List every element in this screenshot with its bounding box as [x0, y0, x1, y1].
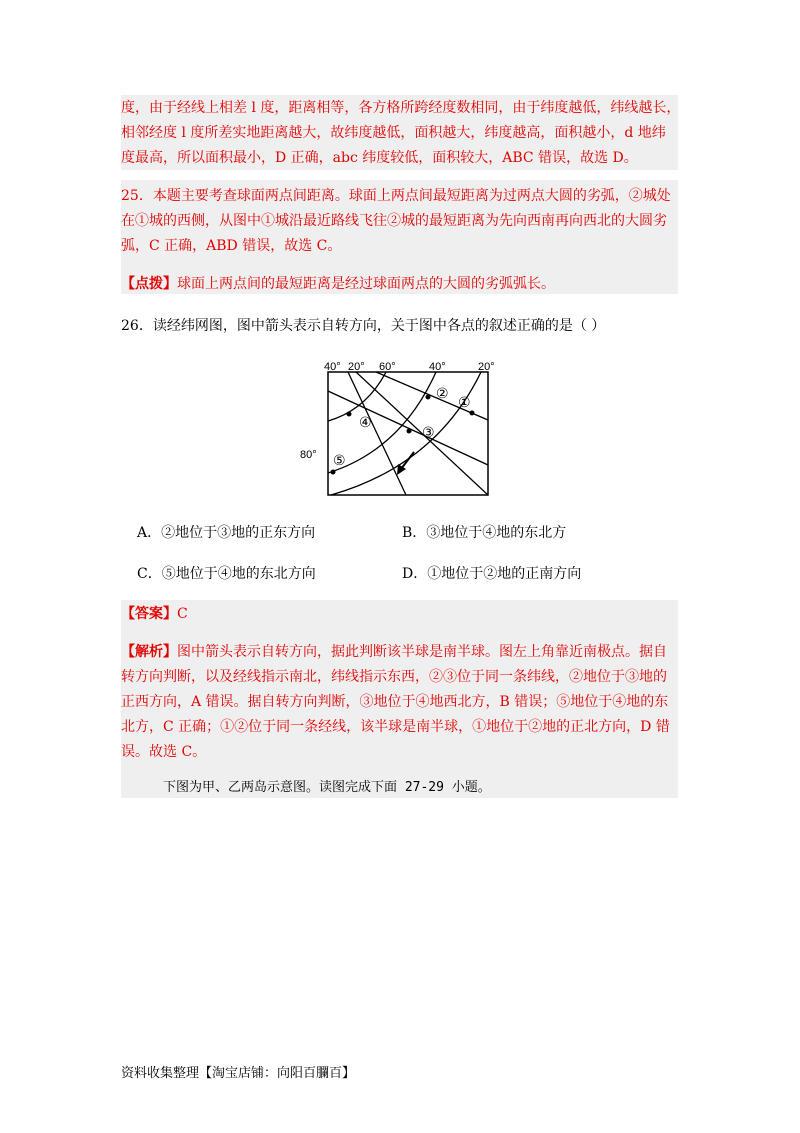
point-1-label: ① [458, 395, 471, 411]
answer25-line-2: 在①城的西侧，从图中①城沿最近路线飞往②城的最短距离为先向西南再向西北的大圆劣 [121, 213, 667, 229]
answer25-line-3: 弧，C 正确，ABD 错误，故选 C。 [121, 238, 342, 254]
point-5-label: ⑤ [333, 453, 346, 469]
option-b[interactable]: B．③地位于④地的东北方 [402, 525, 567, 541]
analysis-line-3: 正西方向，A 错误。据自转方向判断，③地位于④地西北方，B 错误；⑤地位于④地的东 [121, 694, 669, 710]
point-4-label: ④ [359, 415, 372, 431]
top-label-2: 20° [348, 361, 365, 373]
answer-tag: 【答案】 [121, 606, 177, 622]
latitude-arc-3 [331, 372, 481, 495]
answer24-line-3: 度最高，所以面积最小，D 正确，abc 纬度较低，面积较大，ABC 错误，故选 D。 [121, 150, 638, 166]
top-label-4: 40° [429, 361, 446, 373]
answer-value: C [177, 606, 188, 622]
point-3-label: ③ [422, 425, 435, 441]
answer24-line-2: 相邻经度 l 度所差实地距离越大，故纬度越低，面积越大，纬度越高，面积越小，d 地纬 [121, 125, 666, 141]
answer25-tip [121, 274, 555, 294]
point-4-dot [347, 412, 352, 417]
option-c[interactable]: C．⑤地位于④地的东北方向 [137, 566, 316, 582]
meridian-1 [348, 372, 406, 495]
top-label-3: 60° [379, 361, 396, 373]
option-a[interactable]: A．②地位于③地的正东方向 [137, 525, 316, 541]
left-label-80: 80° [300, 449, 317, 461]
map-frame [328, 372, 488, 495]
answer24-line-1: 度，由于经线上相差 l 度，距离相等，各方格所跨经度数相同，由于纬度越低，纬线越长， [121, 100, 681, 116]
question26-stem: 26．读经纬网图，图中箭头表示自转方向，关于图中各点的叙述正确的是（ ） [121, 318, 606, 334]
answer25-line-1: 25．本题主要考查球面两点间距离。球面上两点间最短距离为过两点大圆的劣弧，②城处 [121, 188, 671, 204]
point-2-label: ② [436, 386, 449, 402]
tip-text: 球面上两点间的最短距离是经过球面两点的大圆的劣弧弧长。 [177, 276, 555, 292]
top-label-5: 20° [478, 361, 495, 373]
analysis-text-1: 图中箭头表示自转方向，据此判断该半球是南半球。图左上角靠近南极点。据自 [177, 644, 667, 660]
tip-tag: 【点拨】 [121, 276, 177, 292]
footer-source: 资料收集整理【淘宝店铺：向阳百䑌百】 [121, 1066, 356, 1081]
point-2-dot [426, 395, 431, 400]
analysis-line-1 [121, 642, 667, 662]
point-5-dot [331, 470, 336, 475]
intro-27-29: 下图为甲、乙两岛示意图。读图完成下面 27-29 小题。 [163, 780, 491, 795]
top-label-1: 40° [324, 361, 341, 373]
option-d[interactable]: D．①地位于②地的正南方向 [402, 566, 582, 582]
answer26 [121, 604, 188, 624]
analysis-line-4: 北方，C 正确；①②位于同一条经线，该半球是南半球，①地位于②地的正北方向，D 错 [121, 719, 670, 735]
rotation-arrow [401, 452, 414, 469]
graticule-diagram [296, 355, 496, 505]
point-3-dot [407, 429, 412, 434]
analysis-line-5: 误。故选 C。 [121, 744, 207, 760]
analysis-tag: 【解析】 [121, 644, 177, 660]
point-1-dot [470, 411, 475, 416]
analysis-line-2: 转方向判断，以及经线指示南北，纬线指示东西，②③位于同一条纬线，②地位于③地的 [121, 669, 667, 685]
